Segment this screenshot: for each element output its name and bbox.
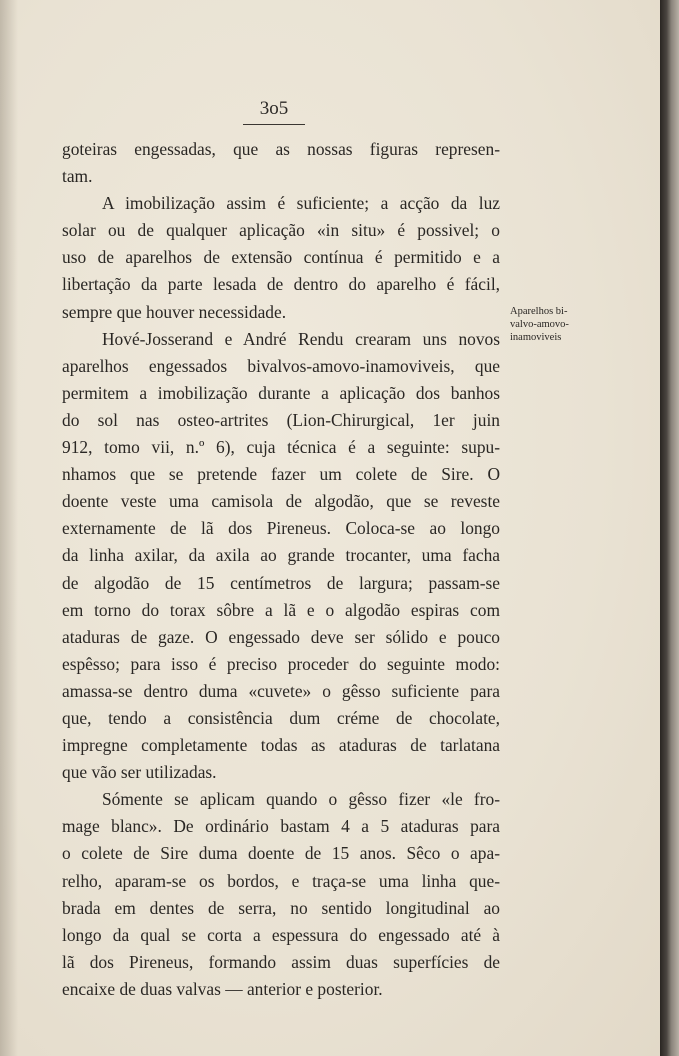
- page-edge-shadow: [660, 0, 679, 1056]
- body-text: [62, 136, 500, 1003]
- text-line: tam.: [62, 166, 93, 187]
- text-line: solar ou de qualquer aplicação «in situ» é possivel; o: [62, 220, 500, 241]
- margin-note-line: valvo-amovo-: [510, 319, 569, 330]
- text-line: Sómente se aplicam quando o gêsso fizer «le fro-: [102, 789, 500, 810]
- text-line: externamente de lã dos Pireneus. Coloca-se ao longo: [62, 518, 500, 539]
- text-line: longo da qual se corta a espessura do engessado até à: [62, 924, 500, 945]
- text-line: de algodão de 15 centímetros de largura; passam-se: [62, 572, 500, 593]
- text-line: doente veste uma camisola de algodão, que se reveste: [62, 491, 500, 512]
- text-line: o colete de Sire duma doente de 15 anos. Sêco o apa-: [62, 843, 500, 864]
- text-line: permitem a imobilização durante a aplicação dos banhos: [62, 382, 500, 403]
- text-line: aparelhos engessados bivalvos-amovo-inamoviveis, que: [62, 355, 500, 376]
- text-line: relho, aparam-se os bordos, e traça-se uma linha que-: [62, 870, 500, 891]
- text-line: Hové-Josserand e André Rendu crearam uns novos: [102, 328, 500, 349]
- text-line: do sol nas osteo-artrites (Lion-Chirurgical, 1er juin: [62, 409, 500, 430]
- text-line: amassa-se dentro duma «cuvete» o gêsso suficiente para: [62, 680, 500, 701]
- text-line: impregne completamente todas as ataduras de tarlatana: [62, 735, 500, 756]
- text-line: nhamos que se pretende fazer um colete de Sire. O: [62, 464, 500, 485]
- page-number: 3o5: [259, 98, 289, 119]
- text-line: goteiras engessadas, que as nossas figuras represen-: [62, 139, 500, 159]
- text-line: uso de aparelhos de extensão contínua é permitido e a: [62, 247, 500, 268]
- text-line: A imobilização assim é suficiente; a acção da luz: [102, 193, 500, 214]
- margin-note-line: Aparelhos bi-: [510, 306, 568, 317]
- spine-shadow: [0, 0, 18, 1056]
- page-number-rule: [243, 124, 305, 125]
- text-line: encaixe de duas valvas — anterior e posterior.: [62, 978, 383, 999]
- text-line: que, tendo a consistência dum créme de chocolate,: [62, 707, 500, 728]
- text-line: libertação da parte lesada de dentro do aparelho é fácil,: [62, 274, 500, 295]
- text-line: lã dos Pireneus, formando assim duas superfícies de: [62, 951, 500, 972]
- text-line: brada em dentes de serra, no sentido longitudinal ao: [62, 897, 500, 918]
- margin-note: [510, 305, 600, 344]
- text-line: espêsso; para isso é preciso proceder do seguinte modo:: [62, 653, 500, 674]
- text-line: mage blanc». De ordinário bastam 4 a 5 ataduras para: [62, 816, 500, 837]
- text-line: ataduras de gaze. O engessado deve ser sólido e pouco: [62, 626, 500, 647]
- text-line: sempre que houver necessidade.: [62, 301, 287, 322]
- margin-note-line: inamoviveis: [510, 332, 562, 343]
- text-line: 912, tomo vii, n.º 6), cuja técnica é a seguinte: supu-: [62, 437, 500, 458]
- text-line: que vão ser utilizadas.: [62, 762, 217, 783]
- text-line: em torno do torax sôbre a lã e o algodão espiras com: [62, 599, 500, 620]
- text-line: da linha axilar, da axila ao grande trocanter, uma facha: [62, 545, 500, 566]
